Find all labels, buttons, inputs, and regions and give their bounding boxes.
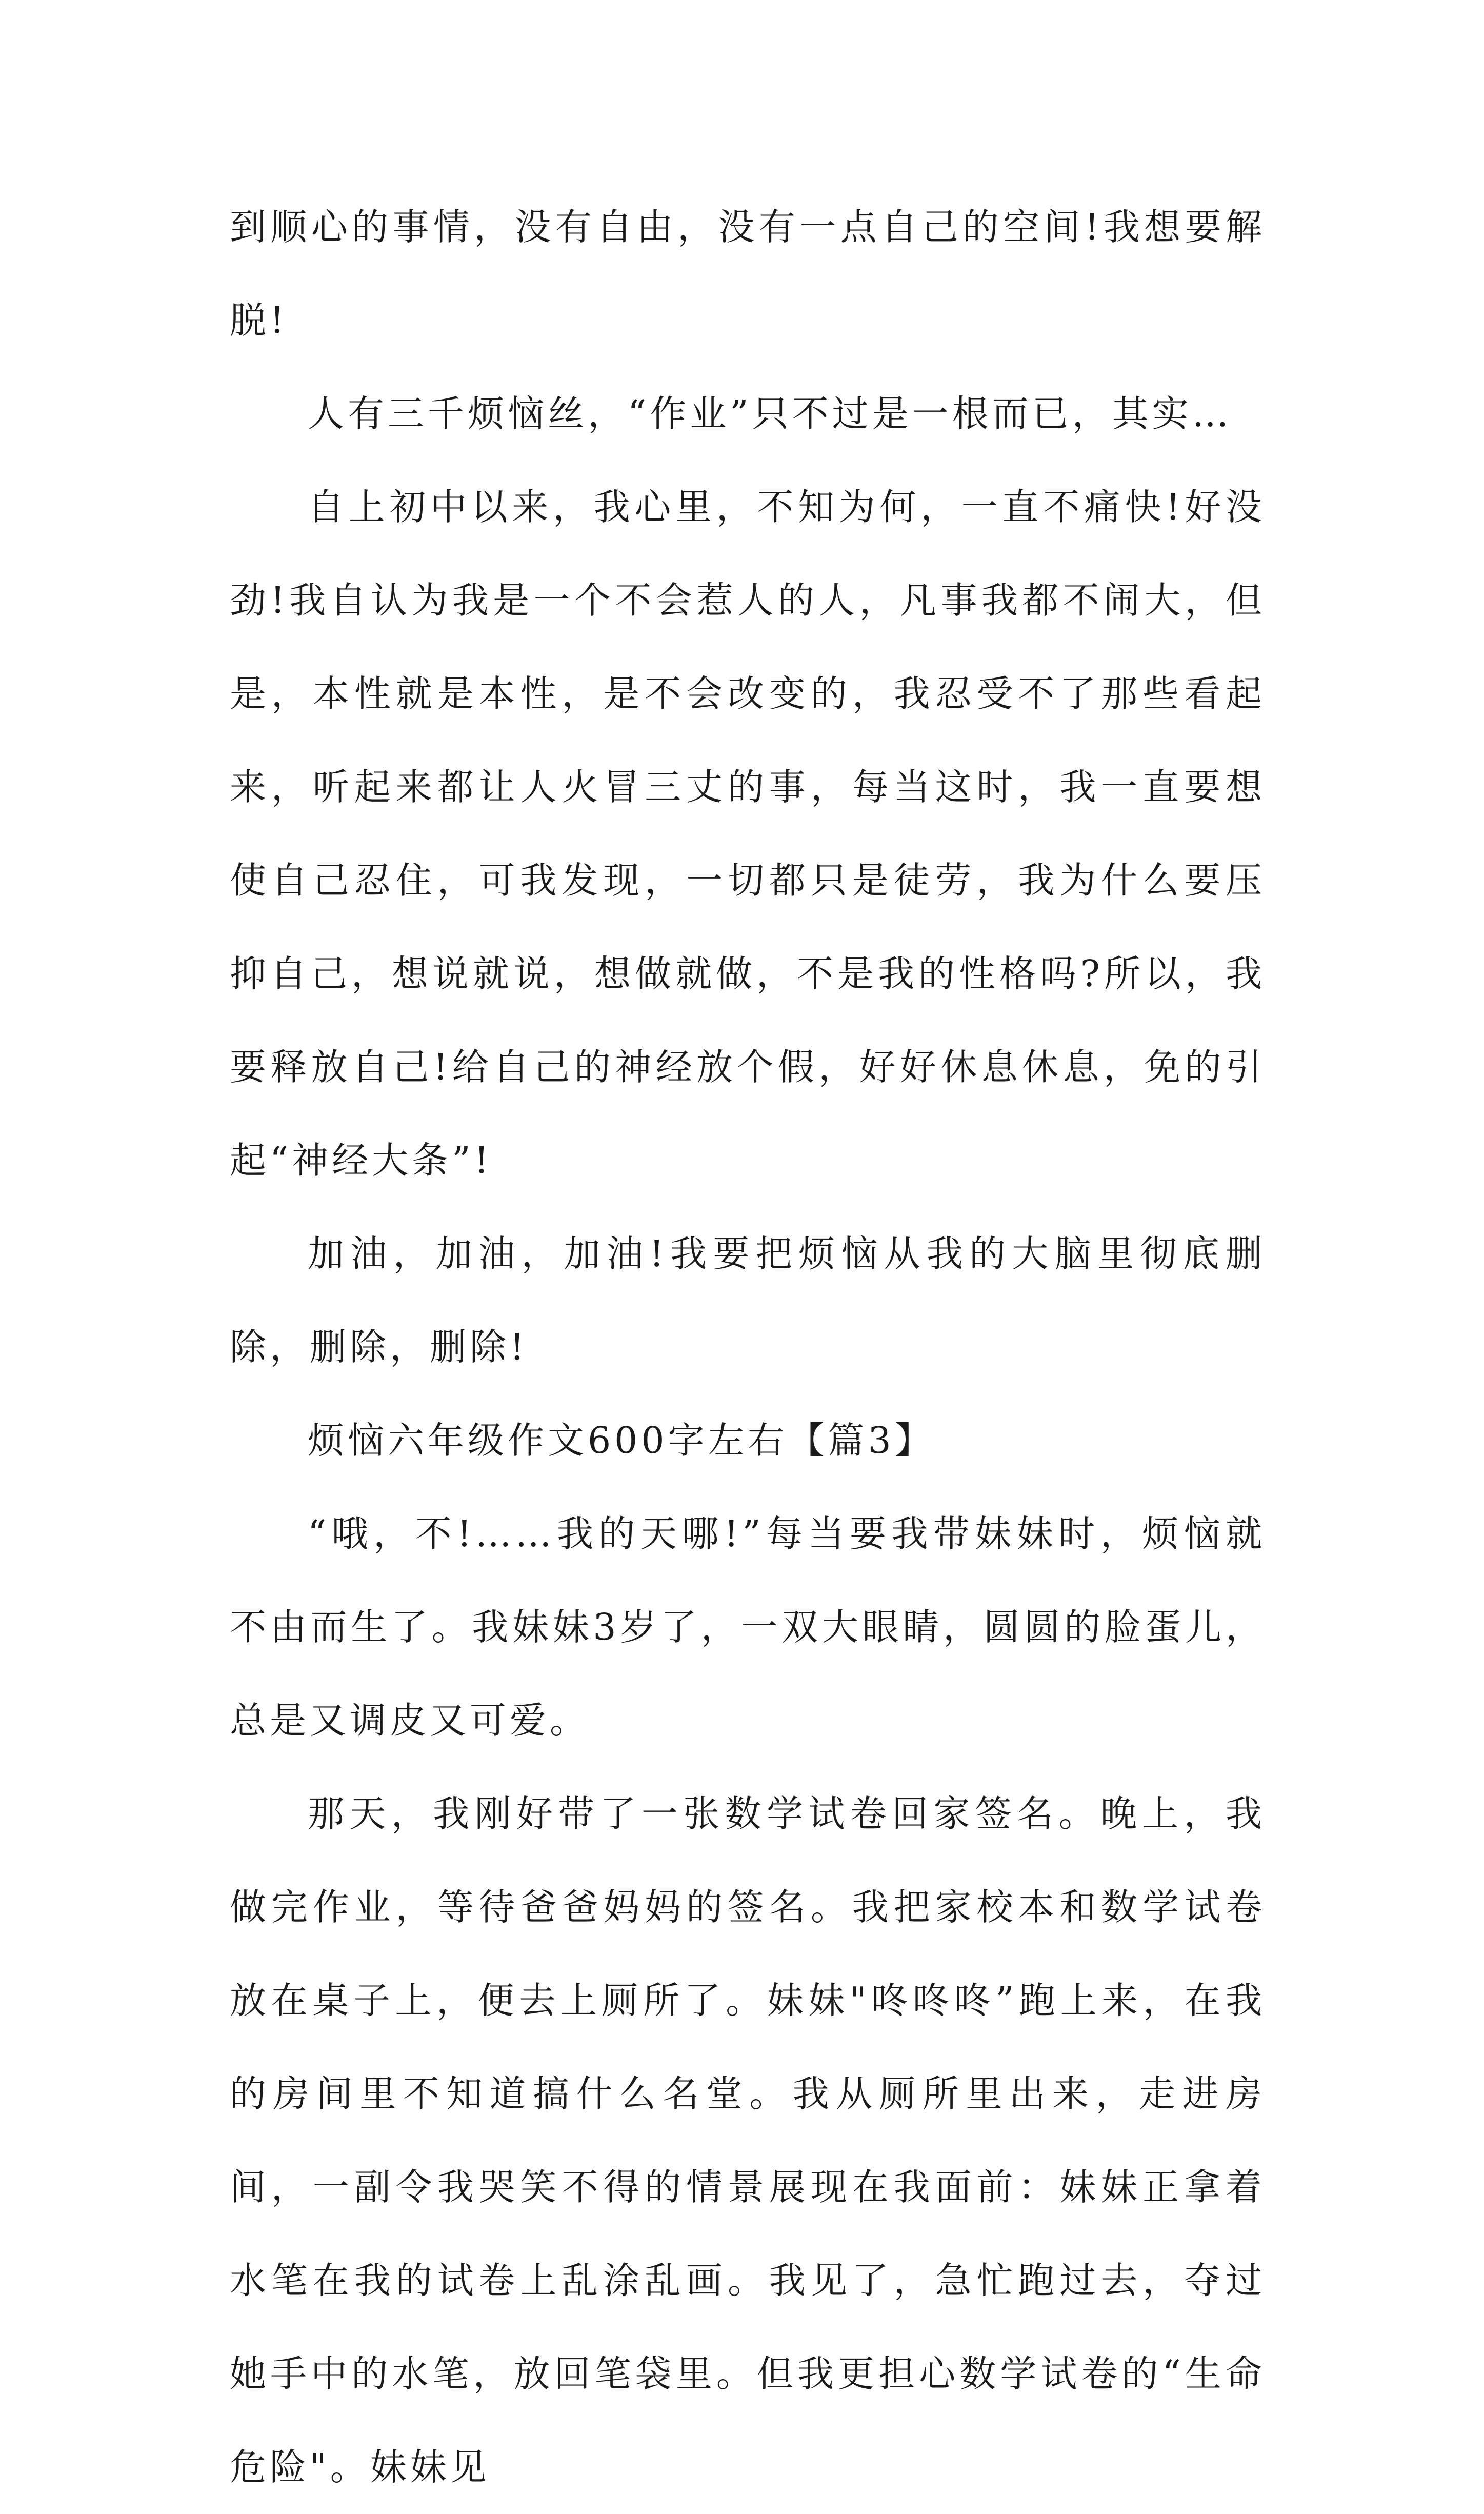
paragraph: 到顺心的事情，没有自由，没有一点自己的空间!我想要解脱!	[230, 206, 1266, 342]
paragraph: 那天，我刚好带了一张数学试卷回家签名。晚上，我做完作业，等待爸爸妈妈的签名。我把家校本和数学试卷放在桌子上，便去上厕所了。妹妹"咚咚咚”跑上来，在我的房间里不知道搞什么名堂。我从厕所里出来，走进房间，一副令我哭笑不得的情景展现在我面前：妹妹正拿着水笔在我的试卷上乱涂乱画。我见了，急忙跑过去，夺过她手中的水笔，放回笔袋里。但我更担心数学试卷的“生命危险"。妹妹见	[230, 1792, 1266, 2488]
paragraph: 自上初中以来，我心里，不知为何，一直不痛快!好没劲!我自认为我是一个不会惹人的人，凡事我都不闹大，但是，本性就是本性，是不会改变的，我忍受不了那些看起来，听起来都让人火冒三丈的事，每当这时，我一直要想使自己忍住，可我发现，一切都只是徒劳，我为什么要压抑自己，想说就说，想做就做，不是我的性格吗?所以，我要释放自己!给自己的神经放个假，好好休息休息，免的引起“神经大条”!	[230, 486, 1266, 1182]
paragraph: 人有三千烦恼丝，“作业”只不过是一根而已，其实…	[308, 392, 1232, 435]
paragraph: 加油，加油，加油!我要把烦恼从我的大脑里彻底删除，删除，删除!	[230, 1232, 1266, 1368]
paragraph: “哦，不!……我的天哪!”每当要我带妹妹时，烦恼就不由而生了。我妹妹3岁了，一双大眼睛，圆圆的脸蛋儿，总是又调皮又可爱。	[230, 1512, 1266, 1742]
article-body	[230, 181, 1266, 2514]
section-heading: 烦恼六年级作文600字左右【篇3】	[308, 1419, 935, 1462]
